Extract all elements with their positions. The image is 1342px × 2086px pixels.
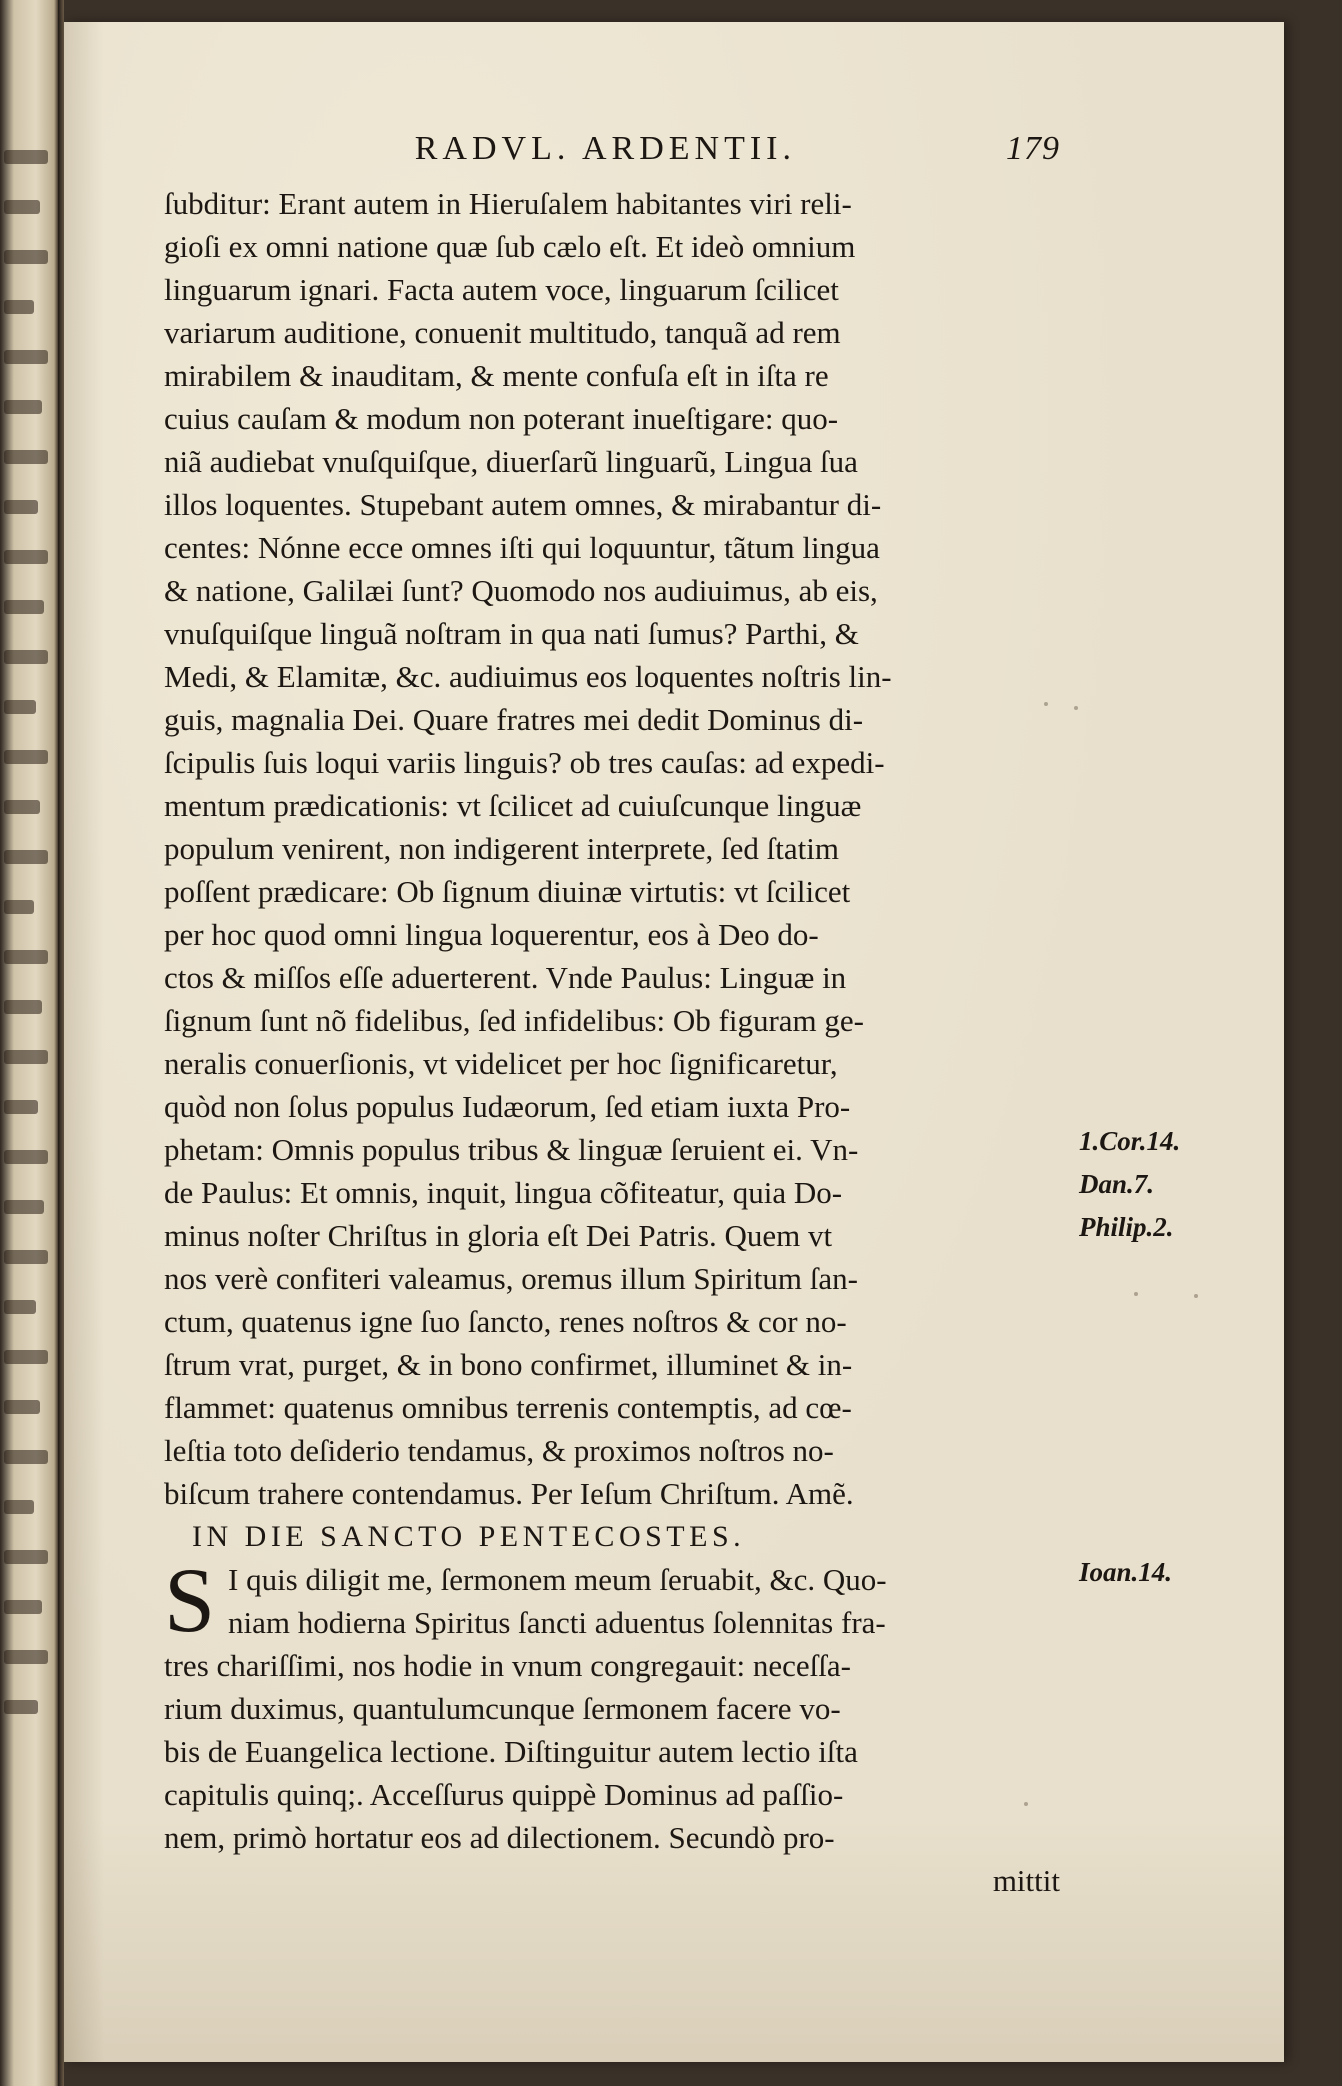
paper-speck: [1074, 706, 1078, 710]
section-heading: IN DIE SANCTO PENTECOSTES.: [192, 1520, 746, 1553]
paper-speck: [1134, 1292, 1138, 1296]
paper-speck: [1024, 1802, 1028, 1806]
text-line: & natione, Galilæi ſunt? Quomodo nos audiuimus, ab eis,: [164, 573, 878, 608]
text-line: guis, magnalia Dei. Quare fratres mei dedit Dominus di-: [164, 702, 864, 737]
previous-page-edge: [0, 0, 58, 2086]
text-line: poſſent prædicare: Ob ſignum diuinæ virtutis: vt ſcilicet: [164, 874, 851, 909]
drop-cap: S: [164, 1549, 216, 1651]
text-line: ctum, quatenus igne ſuo ſancto, renes noſtros & cor no-: [164, 1304, 847, 1339]
catchword: mittit: [992, 1863, 1060, 1898]
text-line: mentum prædicationis: vt ſcilicet ad cuiuſcunque linguæ: [164, 788, 862, 823]
text-line: illos loquentes. Stupebant autem omnes, & mirabantur di-: [164, 487, 882, 522]
text-line: Medi, & Elamitæ, &c. audiuimus eos loquentes noſtris lin-: [164, 659, 892, 694]
text-line: ſignum ſunt nõ fidelibus, ſed infidelibus: Ob figuram ge-: [164, 1003, 864, 1038]
text-line: rium duximus, quantulumcunque ſermonem facere vo-: [164, 1691, 841, 1726]
text-line: variarum auditione, conuenit multitudo, tanquã ad rem: [164, 315, 841, 350]
text-line: nem, primò hortatur eos ad dilectionem. Secundò pro-: [164, 1820, 835, 1855]
text-line: ſubditur: Erant autem in Hieruſalem habitantes viri reli-: [164, 186, 852, 221]
text-line: capitulis quinq;. Acceſſurus quippè Dominus ad paſſio-: [164, 1777, 844, 1812]
text-line: bis de Euangelica lectione. Diſtinguitur autem lectio iſta: [164, 1734, 858, 1769]
text-block: [164, 130, 1064, 1902]
drop-cap-paragraph: [164, 1549, 1064, 1651]
text-line: niã audiebat vnuſquiſque, diuerſarũ linguarũ, Lingua ſua: [164, 444, 858, 479]
text-line: leſtia toto deſiderio tendamus, & proximos noſtros no-: [164, 1433, 834, 1468]
paper-speck: [1044, 702, 1048, 706]
text-line: populum venirent, non indigerent interprete, ſed ſtatim: [164, 831, 839, 866]
text-line: nos verè confiteri valeamus, oremus illum Spiritum ſan-: [164, 1261, 858, 1296]
text-line: biſcum trahere contendamus. Per Ieſum Chriſtum. Amẽ.: [164, 1476, 854, 1511]
text-line: per hoc quod omni lingua loquerentur, eos à Deo do-: [164, 917, 819, 952]
margin-note-dan: Dan.7.: [1079, 1169, 1155, 1199]
text-line: centes: Nónne ecce omnes iſti qui loquuntur, tãtum lingua: [164, 530, 880, 565]
running-head-title: RADVL. ARDENTII.: [414, 130, 796, 167]
text-line: tres chariſſimi, nos hodie in vnum congregauit: neceſſa-: [164, 1648, 851, 1683]
text-line: flammet: quatenus omnibus terrenis contemptis, ad cœ-: [164, 1390, 852, 1425]
text-line: neralis conuerſionis, vt videlicet per hoc ſignificaretur,: [164, 1046, 838, 1081]
page-number: 179: [1006, 130, 1060, 167]
running-head: [164, 130, 1064, 182]
text-line: linguarum ignari. Facta autem voce, linguarum ſcilicet: [164, 272, 839, 307]
text-line: ſtrum vrat, purget, & in bono confirmet, illuminet & in-: [164, 1347, 853, 1382]
text-line: ſcipulis ſuis loqui variis linguis? ob tres cauſas: ad expedi-: [164, 745, 885, 780]
text-line: cuius cauſam & modum non poterant inueſtigare: quo-: [164, 401, 839, 436]
margin-note-ioan: Ioan.14.: [1079, 1557, 1173, 1587]
text-line: minus noſter Chriſtus in gloria eſt Dei Patris. Quem vt: [164, 1218, 833, 1253]
margin-note-philip: Philip.2.: [1079, 1212, 1174, 1242]
text-line: I quis diligit me, ſermonem meum ſeruabit, &c. Quo-: [228, 1562, 887, 1597]
text-line: niam hodierna Spiritus ſancti aduentus ſolennitas fra-: [228, 1605, 886, 1640]
text-line: de Paulus: Et omnis, inquit, lingua cõfiteatur, quia Do-: [164, 1175, 843, 1210]
margin-note-1-cor: 1.Cor.14.: [1079, 1126, 1181, 1156]
text-line: vnuſquiſque linguã noſtram in qua nati ſumus? Parthi, &: [164, 616, 859, 651]
paper-speck: [1194, 1294, 1198, 1298]
text-line: gioſi ex omni natione quæ ſub cælo eſt. Et ideò omnium: [164, 229, 856, 264]
text-line: ctos & miſſos eſſe aduerterent. Vnde Paulus: Linguæ in: [164, 960, 847, 995]
text-line: phetam: Omnis populus tribus & linguæ ſeruient ei. Vn-: [164, 1132, 859, 1167]
text-line: quòd non ſolus populus Iudæorum, ſed etiam iuxta Pro-: [164, 1089, 851, 1124]
book-page: [64, 22, 1284, 2062]
text-line: mirabilem & inauditam, & mente confuſa eſt in iſta re: [164, 358, 829, 393]
